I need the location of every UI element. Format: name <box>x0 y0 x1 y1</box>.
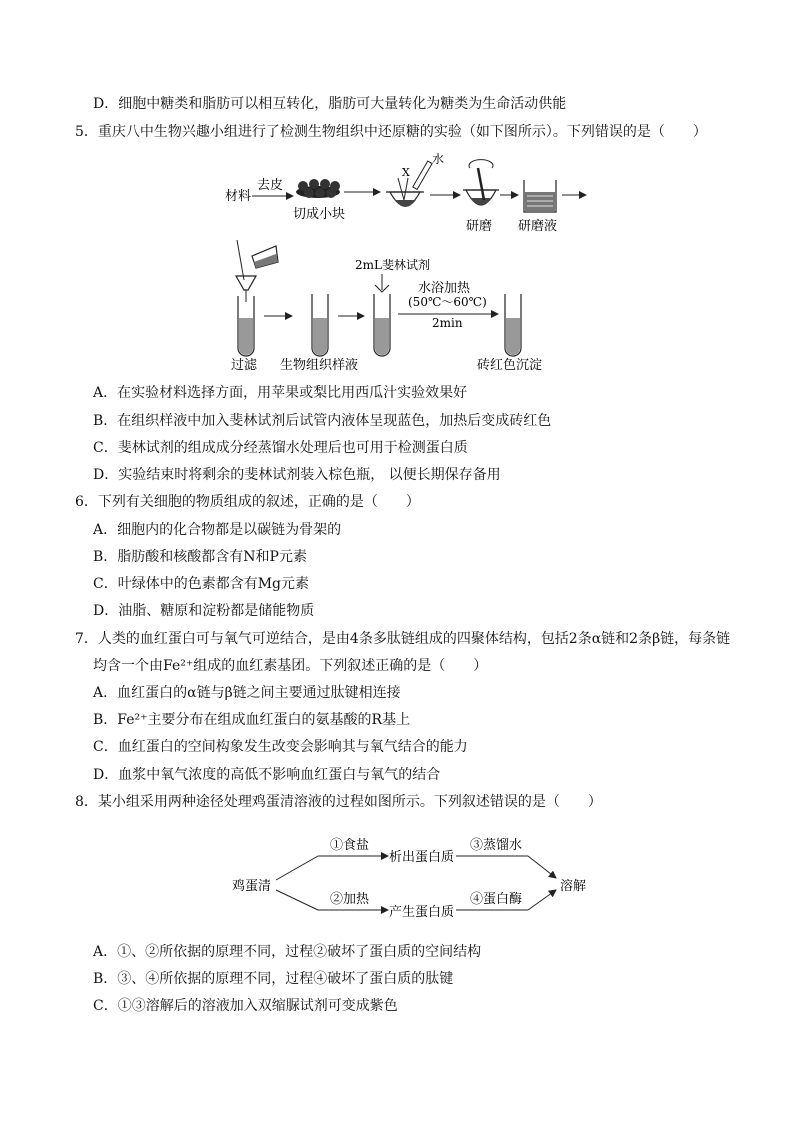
fig-bath-label: 水浴加热 <box>418 281 471 296</box>
fig-mid1-label: 析出蛋白质 <box>389 850 455 865</box>
q5-option-c: C．斐林试剂的组成成分经蒸馏水处理后也可用于检测蛋白质 <box>93 440 468 456</box>
fig-grind-label: 研磨 <box>466 219 493 234</box>
q7-stem-line1: 7．人类的血红蛋白可与氧气可逆结合，是由4条多肽链组成的四聚体结构，包括2条α链和2条β链，每条链 <box>75 631 731 647</box>
arrow-step4 <box>528 890 556 910</box>
q6-option-c: C．叶绿体中的色素都含有Mg元素 <box>93 576 310 592</box>
fig-water-label: 水 <box>432 152 445 166</box>
q6-stem: 6．下列有关细胞的物质组成的叙述，正确的是（ ） <box>75 494 420 510</box>
fig-reagent-label: 2mL斐林试剂 <box>355 258 430 272</box>
fig-x-label: X <box>402 166 410 179</box>
fig-material-label: 材料 <box>225 189 252 204</box>
fig-grind-liquid-label: 研磨液 <box>518 219 558 234</box>
fig-filter-label: 过滤 <box>231 358 258 373</box>
q8-option-c: C．①③溶解后的溶液加入双缩脲试剂可变成紫色 <box>93 998 398 1014</box>
q7-option-a: A．血红蛋白的α链与β链之间主要通过肽键相连接 <box>93 685 401 701</box>
q6-option-d: D．油脂、糖原和淀粉都是储能物质 <box>93 603 315 619</box>
q7-option-c: C．血红蛋白的空间构象发生改变会影响其与氧气结合的能力 <box>93 739 468 755</box>
q8-option-a: A．①、②所依据的原理不同，过程②破坏了蛋白质的空间结构 <box>93 944 482 960</box>
q4-option-d: D．细胞中糖类和脂肪可以相互转化，脂肪可大量转化为糖类为生命活动供能 <box>93 96 567 112</box>
fig-precip-label: 砖红色沉淀 <box>477 358 543 373</box>
arrow-step3 <box>528 856 556 878</box>
fig-cut-label: 切成小块 <box>293 207 346 222</box>
fig-step4-label: ④蛋白酶 <box>470 892 523 907</box>
fig-temp-label: (50℃～60℃) <box>408 295 487 309</box>
q8-stem: 8．某小组采用两种途径处理鸡蛋清溶液的过程如图所示。下列叙述错误的是（ ） <box>75 794 602 810</box>
fig-time-label: 2min <box>432 316 463 330</box>
fig-step2-label: ②加热 <box>330 892 370 907</box>
q5-option-a: A．在实验材料选择方面，用苹果或梨比用西瓜汁实验效果好 <box>93 385 468 401</box>
q8-option-b: B．③、④所依据的原理不同，过程④破坏了蛋白质的肽键 <box>93 971 454 987</box>
q5-stem: 5．重庆八中生物兴趣小组进行了检测生物组织中还原糖的实验（如下图所示）。下列错误的是（ ） <box>75 124 707 140</box>
fig-dissolve-label: 溶解 <box>560 879 587 894</box>
fig-step1-label: ①食盐 <box>330 838 370 853</box>
fig-mid2-label: 产生蛋白质 <box>389 905 455 920</box>
q6-option-a: A．细胞内的化合物都是以碳链为骨架的 <box>93 522 342 538</box>
q7-option-b: B．Fe²⁺主要分布在组成血红蛋白的氨基酸的R基上 <box>93 712 411 728</box>
fig-egg-label: 鸡蛋清 <box>232 879 272 894</box>
q5-option-d: D．实验结束时将剩余的斐林试剂装入棕色瓶， 以便长期保存备用 <box>93 467 501 483</box>
fig-step3-label: ③蒸馏水 <box>470 838 523 853</box>
q7-stem-line2: 均含一个由Fe²⁺组成的血红素基团。下列叙述正确的是（ ） <box>93 658 488 674</box>
q7-option-d: D．血浆中氧气浓度的高低不影响血红蛋白与氧气的结合 <box>93 767 441 783</box>
q6-option-b: B．脂肪酸和核酸都含有N和P元素 <box>93 549 307 565</box>
fig-sample-label: 生物组织样液 <box>280 358 359 373</box>
q5-option-b: B．在组织样液中加入斐林试剂后试管内液体呈现蓝色，加热后变成砖红色 <box>93 413 552 429</box>
fig-peel-label: 去皮 <box>257 178 284 193</box>
